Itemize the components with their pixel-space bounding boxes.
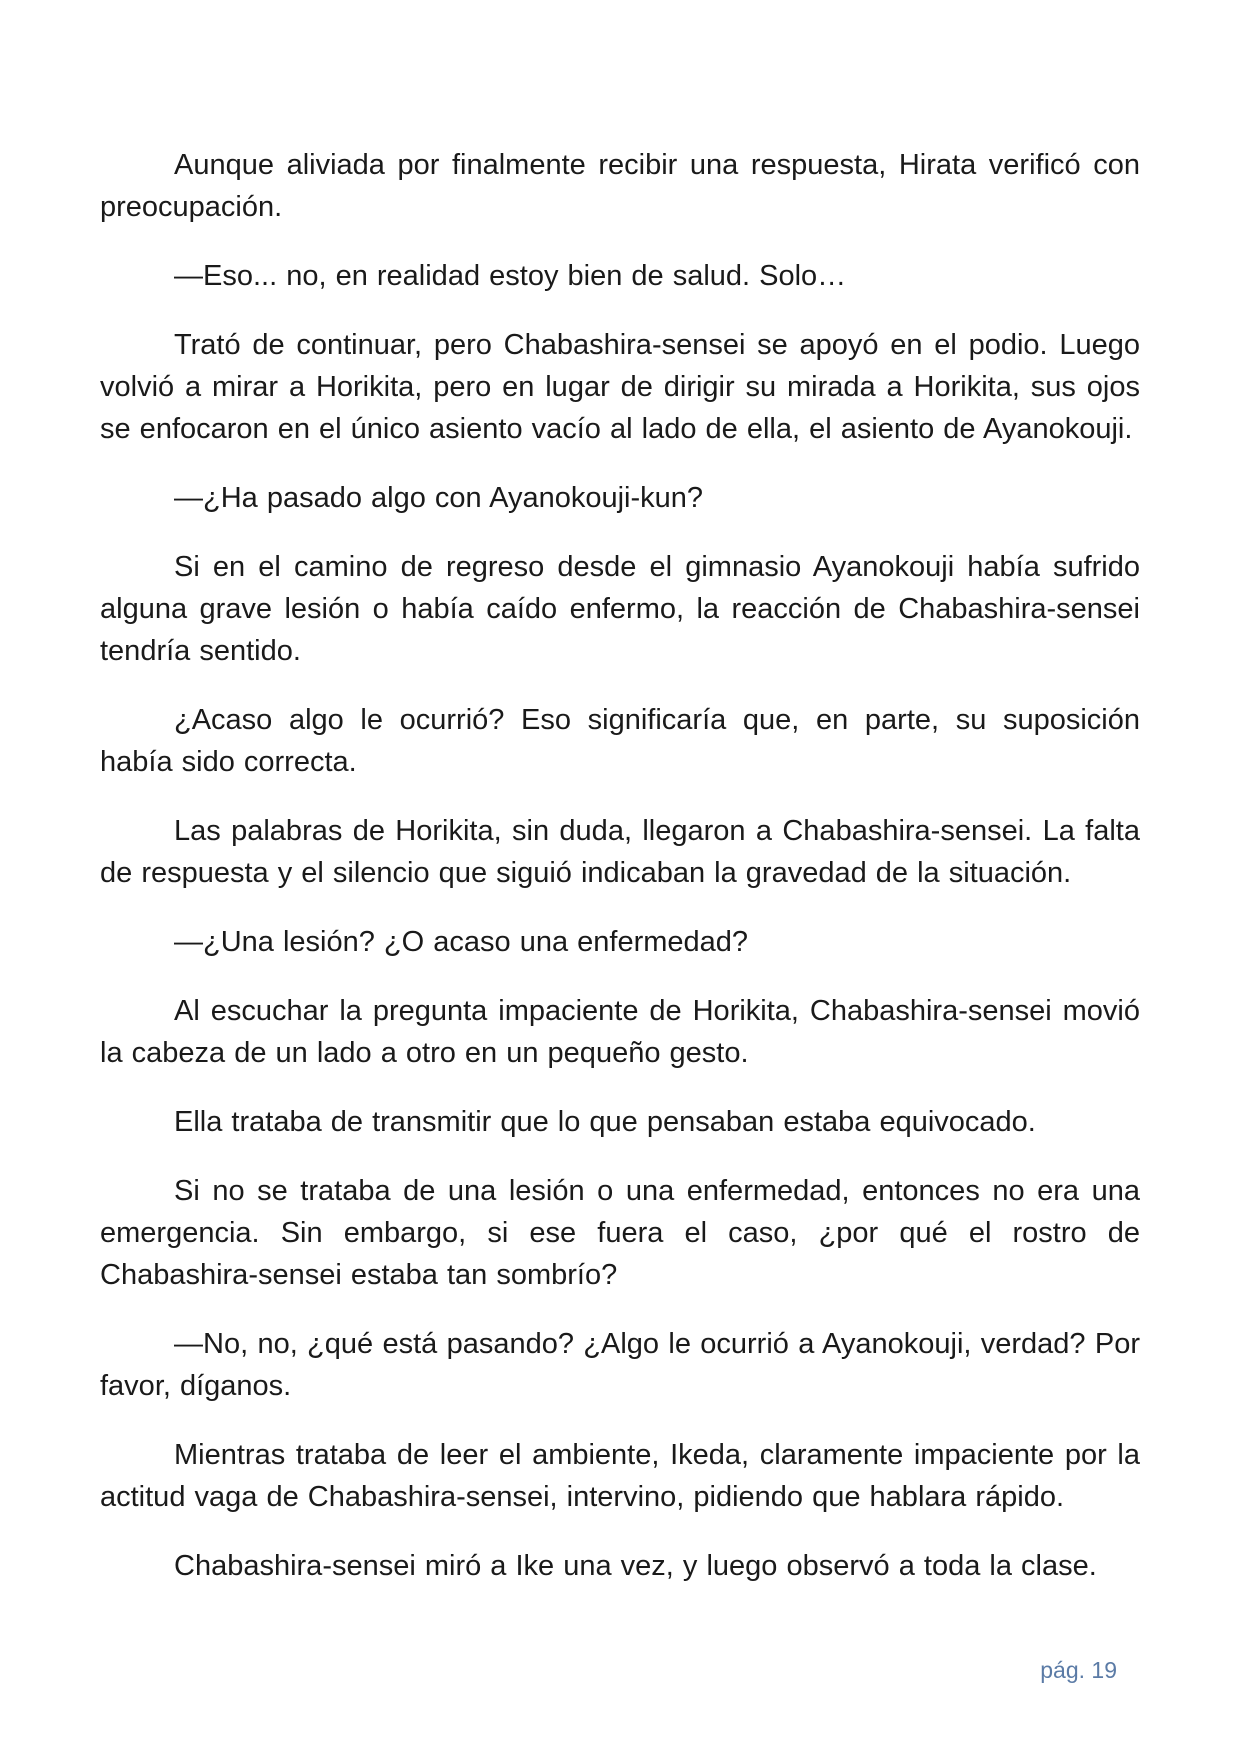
paragraph: —¿Ha pasado algo con Ayanokouji-kun? xyxy=(174,482,704,514)
paragraph: Al escuchar la pregunta impaciente de Horikita, Chabashira-sensei movió la cabeza de un lado a otro en un pequeño gesto. xyxy=(100,995,1140,1069)
document-body xyxy=(100,144,1140,1614)
paragraph: ¿Acaso algo le ocurrió? Eso significaría que, en parte, su suposición había sido correcta. xyxy=(100,704,1140,778)
paragraph: Chabashira-sensei miró a Ike una vez, y luego observó a toda la clase. xyxy=(174,1550,1097,1582)
paragraph: Si no se trataba de una lesión o una enfermedad, entonces no era una emergencia. Sin embargo, si ese fuera el caso, ¿por qué el rostro de Chabashira-sensei estaba tan sombrío? xyxy=(100,1175,1140,1291)
page-number: pág. 19 xyxy=(1040,1657,1117,1683)
paragraph: Aunque aliviada por finalmente recibir una respuesta, Hirata verificó con preocupación. xyxy=(100,149,1140,223)
paragraph: —No, no, ¿qué está pasando? ¿Algo le ocurrió a Ayanokouji, verdad? Por favor, díganos. xyxy=(100,1328,1140,1402)
paragraph: —¿Una lesión? ¿O acaso una enfermedad? xyxy=(174,926,749,958)
paragraph: Ella trataba de transmitir que lo que pensaban estaba equivocado. xyxy=(174,1106,1036,1138)
paragraph: —Eso... no, en realidad estoy bien de salud. Solo… xyxy=(174,260,847,292)
paragraph: Las palabras de Horikita, sin duda, llegaron a Chabashira-sensei. La falta de respuesta y el silencio que siguió indicaban la gravedad de la situación. xyxy=(100,815,1140,889)
paragraph: Si en el camino de regreso desde el gimnasio Ayanokouji había sufrido alguna grave lesión o había caído enfermo, la reacción de Chabashira-sensei tendría sentido. xyxy=(100,551,1140,667)
paragraph: Mientras trataba de leer el ambiente, Ikeda, claramente impaciente por la actitud vaga de Chabashira-sensei, intervino, pidiendo que hablara rápido. xyxy=(100,1439,1140,1513)
paragraph: Trató de continuar, pero Chabashira-sensei se apoyó en el podio. Luego volvió a mirar a Horikita, pero en lugar de dirigir su mirada a Horikita, sus ojos se enfocaron en el único asiento vacío al lado de ella, el asiento de Ayanokouji. xyxy=(100,329,1140,445)
